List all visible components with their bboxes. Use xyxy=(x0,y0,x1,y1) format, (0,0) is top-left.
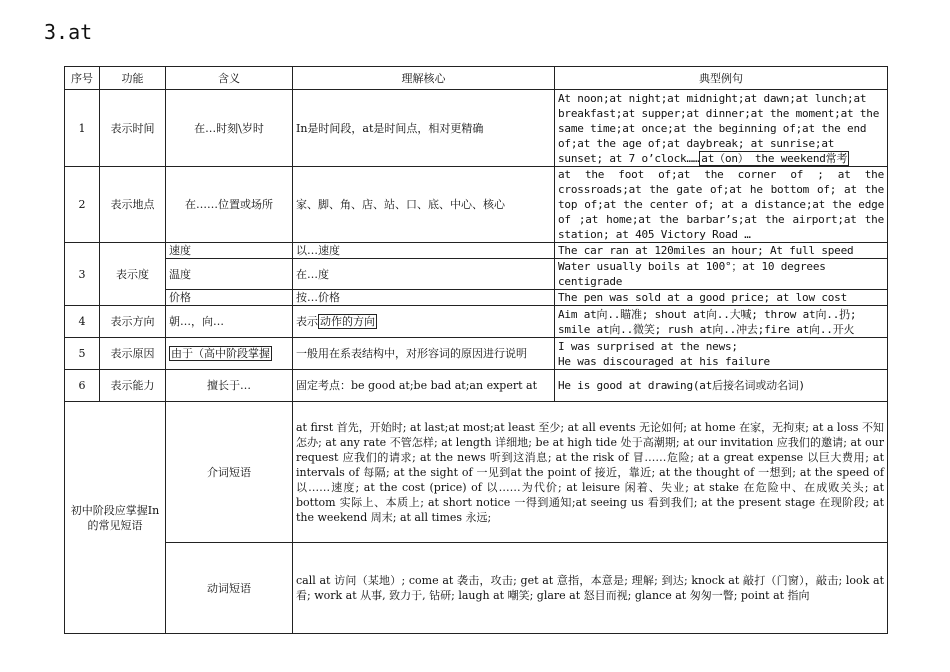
row-num: 5 xyxy=(65,338,100,370)
row-num: 1 xyxy=(65,90,100,167)
header-core: 理解核心 xyxy=(293,67,555,90)
row-meaning xyxy=(166,338,293,370)
row-function: 表示地点 xyxy=(100,167,166,243)
core-prefix: 表示 xyxy=(296,315,318,328)
prep-phrases-label: 介词短语 xyxy=(166,402,293,543)
sub-example-price: The pen was sold at a good price; at low cost xyxy=(555,290,888,306)
row-function: 表示度 xyxy=(100,243,166,306)
sub-core-temperature: 在…度 xyxy=(293,259,555,290)
row-meaning: 在……位置或场所 xyxy=(166,167,293,243)
table-row xyxy=(65,243,888,259)
table-row xyxy=(65,370,888,402)
row-num: 4 xyxy=(65,306,100,338)
row-core: 一般用在系表结构中，对形容词的原因进行说明 xyxy=(293,338,555,370)
row-core: 固定考点：be good at;be bad at;an expert at xyxy=(293,370,555,402)
row-num: 2 xyxy=(65,167,100,243)
sub-core-speed: 以…速度 xyxy=(293,243,555,259)
row-core: 家、脚、角、店、站、口、底、中心、核心 xyxy=(293,167,555,243)
row-function: 表示方向 xyxy=(100,306,166,338)
verb-phrases-label: 动词短语 xyxy=(166,543,293,634)
table-row xyxy=(65,306,888,338)
row-meaning: 在…时刻\岁时 xyxy=(166,90,293,167)
row-function: 表示原因 xyxy=(100,338,166,370)
sub-example-speed: The car ran at 120miles an hour; At full speed xyxy=(555,243,888,259)
table-row xyxy=(65,290,888,306)
row-example: He is good at drawing(at后接名词或动名词) xyxy=(555,370,888,402)
header-row xyxy=(65,67,888,90)
header-function: 功能 xyxy=(100,67,166,90)
row-example: I was surprised at the news; He was discouraged at his failure xyxy=(555,338,888,370)
table-row xyxy=(65,543,888,634)
sub-example-temperature: Water usually boils at 100°；at 10 degrees centigrade xyxy=(555,259,888,290)
row-function: 表示时间 xyxy=(100,90,166,167)
row-function: 表示能力 xyxy=(100,370,166,402)
phrases-group-label: 初中阶段应掌握In的常见短语 xyxy=(65,402,166,634)
header-num: 序号 xyxy=(65,67,100,90)
row-example: Aim at向..瞄准; shout at向..大喊; throw at向..扔; smile at向..微笑; rush at向..冲去;fire at向..开火 xyxy=(555,306,888,338)
row-meaning: 擅长于… xyxy=(166,370,293,402)
header-meaning: 含义 xyxy=(166,67,293,90)
row-meaning: 朝…，向… xyxy=(166,306,293,338)
table-row xyxy=(65,90,888,167)
example-text: At noon;at night;at midnight;at dawn;at lunch;at breakfast;at supper;at dinner;at the moment;at the same time;at once;at the beginning of;at the end of;at the age of;at daybreak; at sunrise;at sunset; at 7 o’clock…… xyxy=(558,91,880,165)
table-row xyxy=(65,167,888,243)
sub-meaning-price: 价格 xyxy=(166,290,293,306)
section-title: 3.at xyxy=(44,20,93,44)
prep-phrases-text: at first 首先，开始时; at last;at most;at least 至少; at all events 无论如何; at home 在家，无拘束; at a loss 不知怎办; at any rate 不管怎样; at length 详细地; be at high tide 处于高潮期; at our invitation 应我们的邀请; at our request 应我们的请求; at the news 听到这消息; at the risk of 冒……危险; at a great expense 以巨大费用; at intervals of 每隔; at the sight of 一见到at the point of 接近，靠近; at the thought of 一想到; at the speed of 以……速度; at the cost (price) of 以……为代价; at leisure 闲着、失业; at stake 在危险中、在成败关头; at bottom 实际上、本质上; at short notice 一得到通知;at seeing us 看到我们; at the present stage 在现阶段; at the weekend 周末; at all times 永远; xyxy=(293,402,888,543)
row-example xyxy=(555,90,888,167)
boxed-note: at（on） the weekend常考 xyxy=(701,151,848,165)
sub-core-price: 按…价格 xyxy=(293,290,555,306)
row-num: 6 xyxy=(65,370,100,402)
meaning-boxed: 由于（高中阶段掌握 xyxy=(171,347,270,360)
row-num: 3 xyxy=(65,243,100,306)
header-example: 典型例句 xyxy=(555,67,888,90)
table-row xyxy=(65,259,888,290)
usage-table xyxy=(64,66,888,634)
table-row xyxy=(65,338,888,370)
sub-meaning-temperature: 温度 xyxy=(166,259,293,290)
row-core xyxy=(293,306,555,338)
row-example: at the foot of;at the corner of ; at the crossroads;at the gate of;at he bottom of; at the top of;at the center of; at a distance;at the edge of ;at home;at the barbar’s;at the airport;at the station; at 405 Victory Road … xyxy=(555,167,888,243)
sub-meaning-speed: 速度 xyxy=(166,243,293,259)
core-boxed: 动作的方向 xyxy=(320,315,375,328)
table-row xyxy=(65,402,888,543)
verb-phrases-text: call at 访问（某地）; come at 袭击，攻击; get at 意指，本意是; 理解; 到达; knock at 敲打（门窗），敲击; look at 看; work at 从事, 致力于, 钻研; laugh at 嘲笑; glare at 怒目而视; glance at 匆匆一瞥; point at 指向 xyxy=(293,543,888,634)
row-core: In是时间段，at是时间点，相对更精确 xyxy=(293,90,555,167)
